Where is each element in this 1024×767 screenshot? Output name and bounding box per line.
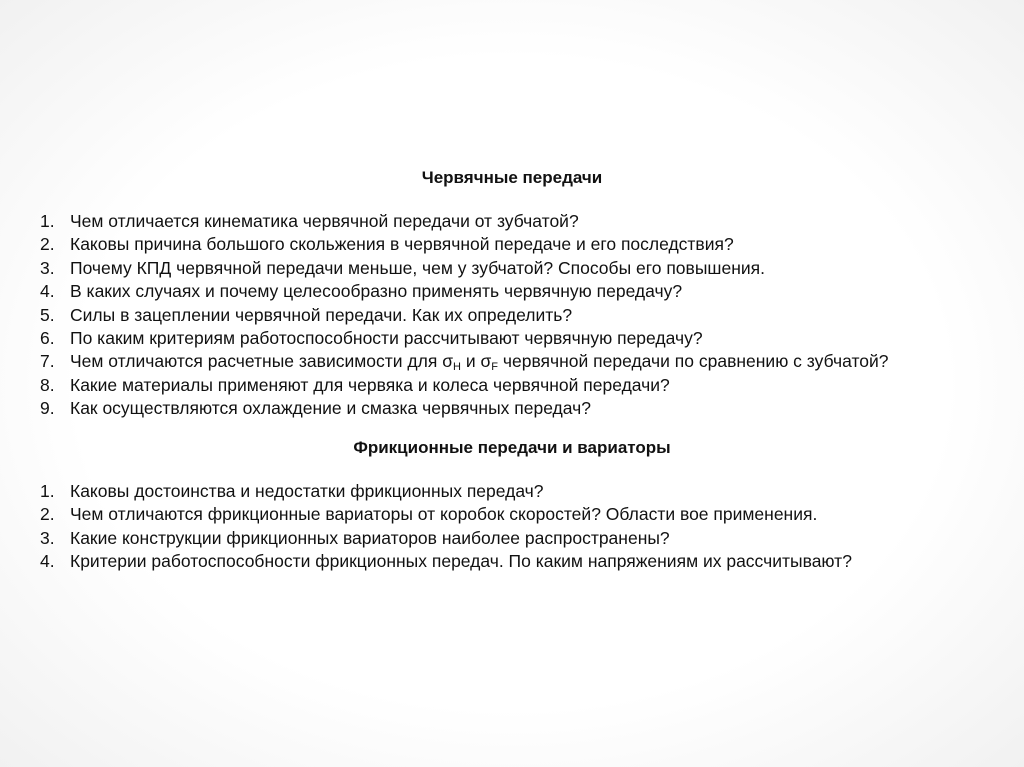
item-text: Критерии работоспособности фрикционных передач. По каким напряжениям их рассчитывают?	[70, 551, 852, 572]
item-number: 2.	[40, 234, 55, 255]
list-item	[40, 527, 852, 550]
item-number: 3.	[40, 527, 55, 548]
item-text: Какие материалы применяют для червяка и колеса червячной передачи?	[70, 374, 670, 395]
item-number: 5.	[40, 304, 55, 325]
subscript-f: F	[491, 361, 498, 374]
item-text-pre: Чем отличаются расчетные зависимости для	[70, 351, 443, 372]
item-number: 6.	[40, 327, 55, 348]
list-item	[40, 350, 889, 373]
item-text-mid: и	[460, 351, 481, 372]
item-number: 7.	[40, 351, 55, 372]
item-number: 4.	[40, 281, 55, 302]
item-text: Какие конструкции фрикционных вариаторов наиболее распространены?	[70, 527, 670, 548]
item-text: Почему КПД червячной передачи меньше, чем у зубчатой? Способы его повышения.	[70, 257, 765, 278]
item-number: 2.	[40, 504, 55, 525]
section-title-worm-gears: Червячные передачи	[421, 168, 603, 187]
list-item	[40, 327, 889, 350]
list-item	[40, 233, 889, 256]
list-item	[40, 397, 889, 420]
item-number: 1.	[40, 481, 55, 501]
item-number: 1.	[40, 211, 55, 231]
sigma-symbol: σ	[480, 351, 492, 372]
worm-gears-question-list	[40, 210, 889, 421]
item-number: 9.	[40, 398, 55, 419]
item-text: Чем отличаются фрикционные вариаторы от коробок скоростей? Области вое применения.	[70, 504, 818, 525]
sigma-symbol: σ	[442, 351, 453, 372]
item-number: 4.	[40, 551, 55, 572]
item-text: По каким критериям работоспособности рассчитывают червячную передачу?	[70, 327, 703, 348]
item-number: 8.	[40, 374, 55, 395]
list-item	[40, 304, 889, 327]
item-text: Каковы причина большого скольжения в червячной передаче и его последствия?	[70, 234, 734, 255]
item-text: Как осуществляются охлаждение и смазка червячных передач?	[70, 398, 591, 419]
item-text: Силы в зацеплении червячной передачи. Как их определить?	[70, 304, 573, 325]
subscript-h: H	[453, 361, 461, 374]
section-title-friction-gears: Фрикционные передачи и вариаторы	[353, 438, 671, 457]
list-item	[40, 480, 852, 503]
list-item	[40, 257, 889, 280]
list-item	[40, 210, 889, 233]
item-text: Каковы достоинства и недостатки фрикционных передач?	[70, 481, 544, 501]
list-item	[40, 503, 852, 526]
item-text-post: червячной передачи по сравнению с зубчатой?	[498, 351, 889, 372]
item-text: Чем отличается кинематика червячной передачи от зубчатой?	[70, 211, 579, 231]
item-text: В каких случаях и почему целесообразно применять червячную передачу?	[70, 281, 683, 302]
list-item	[40, 550, 852, 573]
item-number: 3.	[40, 257, 55, 278]
list-item	[40, 374, 889, 397]
friction-gears-question-list	[40, 480, 852, 574]
list-item	[40, 280, 889, 303]
